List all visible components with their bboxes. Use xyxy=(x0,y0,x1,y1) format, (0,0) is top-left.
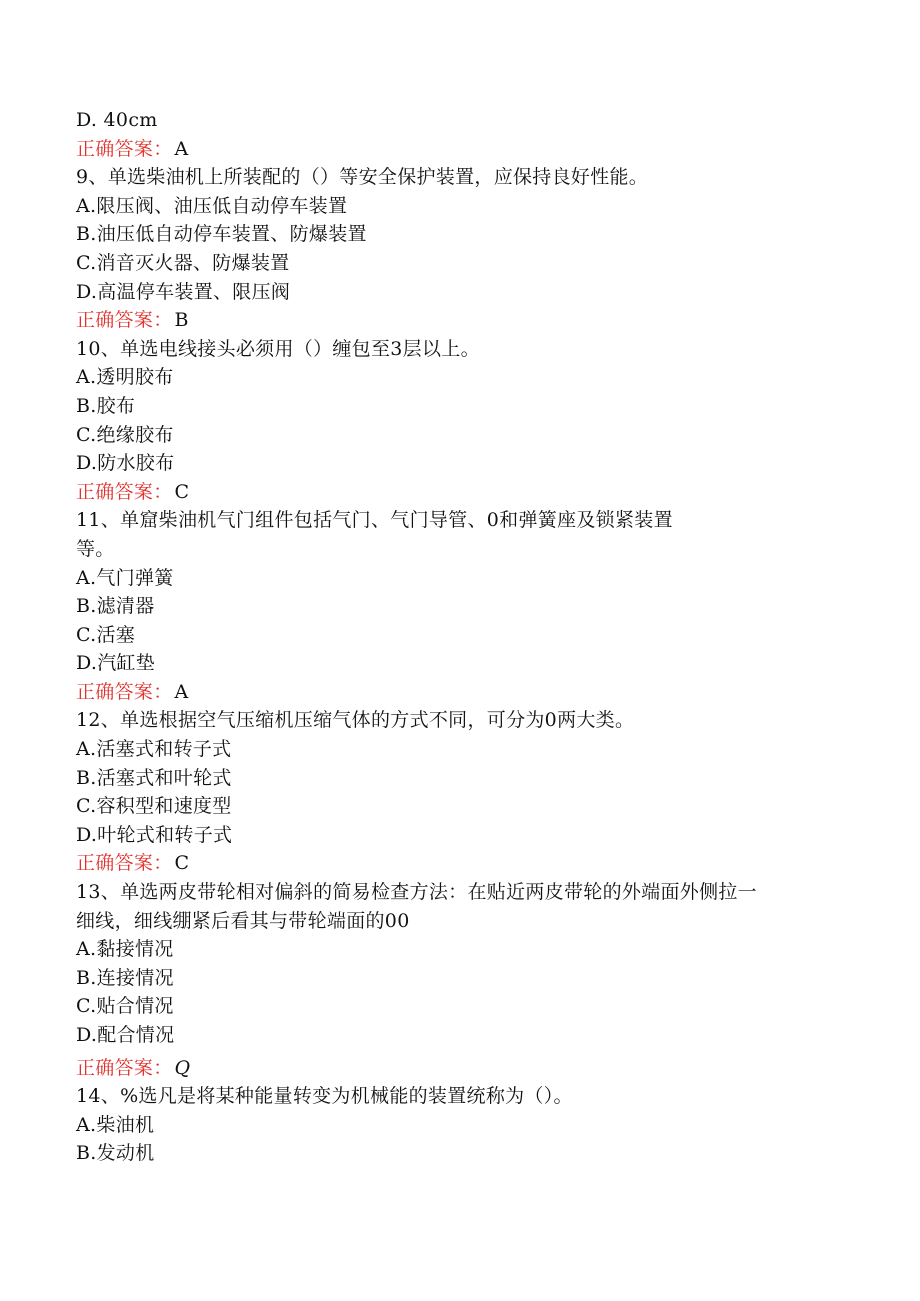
option-item: B.发动机 xyxy=(76,1142,155,1165)
question-stem: 11、单窟柴油机气门组件包括气门、气门导管、0和弹簧座及锁紧装置 xyxy=(76,509,673,532)
answer-value: B xyxy=(174,309,189,332)
question-stem: 13、单选两皮带轮相对偏斜的简易检查方法：在贴近两皮带轮的外端面外侧拉一 xyxy=(76,881,757,904)
option-item: A.限压阀、油压低自动停车装置 xyxy=(76,194,348,217)
question-stem: 9、单选柴油机上所装配的（）等安全保护装置，应保持良好性能。 xyxy=(76,166,649,189)
question-stem: 10、单选电线接头必须用（）缠包至3层以上。 xyxy=(76,337,480,360)
correct-answer xyxy=(76,478,866,507)
option-item: D.叶轮式和转子式 xyxy=(76,823,233,846)
option-item: D. 40cm xyxy=(76,109,158,131)
answer-value: C xyxy=(174,480,190,503)
option-item: A.气门弹簧 xyxy=(76,566,174,589)
option-item: D.汽缸垫 xyxy=(76,652,156,675)
answer-value: A xyxy=(174,680,189,703)
correct-answer xyxy=(76,1054,866,1083)
question-stem: 14、%选凡是将某种能量转变为机械能的装置统称为（）。 xyxy=(76,1085,573,1108)
option-item: A.活塞式和转子式 xyxy=(76,738,232,761)
option-item: D.防水胶布 xyxy=(76,452,175,475)
option-item: B.连接情况 xyxy=(76,966,174,989)
option-item: C.绝缘胶布 xyxy=(76,423,174,446)
correct-answer xyxy=(76,306,866,335)
option-item: C.贴合情况 xyxy=(76,995,174,1018)
option-item: B.活塞式和叶轮式 xyxy=(76,766,232,789)
question-stem-continued: 细线，细线绷紧后看其与带轮端面的00 xyxy=(76,909,410,932)
option-item: C.活塞 xyxy=(76,623,136,646)
answer-label: 正确答案： xyxy=(76,680,173,703)
answer-value: Q xyxy=(174,1056,191,1079)
option-item: B.油压低自动停车装置、防爆装置 xyxy=(76,223,367,246)
correct-answer xyxy=(76,678,866,707)
option-item: A.黏接情况 xyxy=(76,938,174,961)
correct-answer xyxy=(76,135,866,164)
answer-value: C xyxy=(174,852,190,875)
option-item: A.透明胶布 xyxy=(76,366,174,389)
option-text: 40cm xyxy=(103,109,158,131)
answer-label: 正确答案： xyxy=(76,1056,173,1079)
answer-label: 正确答案： xyxy=(76,309,173,332)
answer-label: 正确答案： xyxy=(76,137,173,160)
answer-label: 正确答案： xyxy=(76,852,173,875)
option-item: D.高温停车装置、限压阀 xyxy=(76,280,291,303)
option-item: C.容积型和速度型 xyxy=(76,795,232,818)
correct-answer xyxy=(76,849,866,878)
answer-label: 正确答案： xyxy=(76,480,173,503)
option-item: B.胶布 xyxy=(76,394,136,417)
answer-value: A xyxy=(174,137,189,160)
question-list xyxy=(76,106,866,1168)
option-item: D.配合情况 xyxy=(76,1024,175,1046)
question-stem-continued: 等。 xyxy=(76,537,115,560)
option-item: B.滤清器 xyxy=(76,595,155,618)
option-item: A.柴油机 xyxy=(76,1113,155,1136)
option-item: C.消音灭火器、防爆装置 xyxy=(76,251,290,274)
question-stem: 12、单选根据空气压缩机压缩气体的方式不同，可分为0两大类。 xyxy=(76,709,635,732)
